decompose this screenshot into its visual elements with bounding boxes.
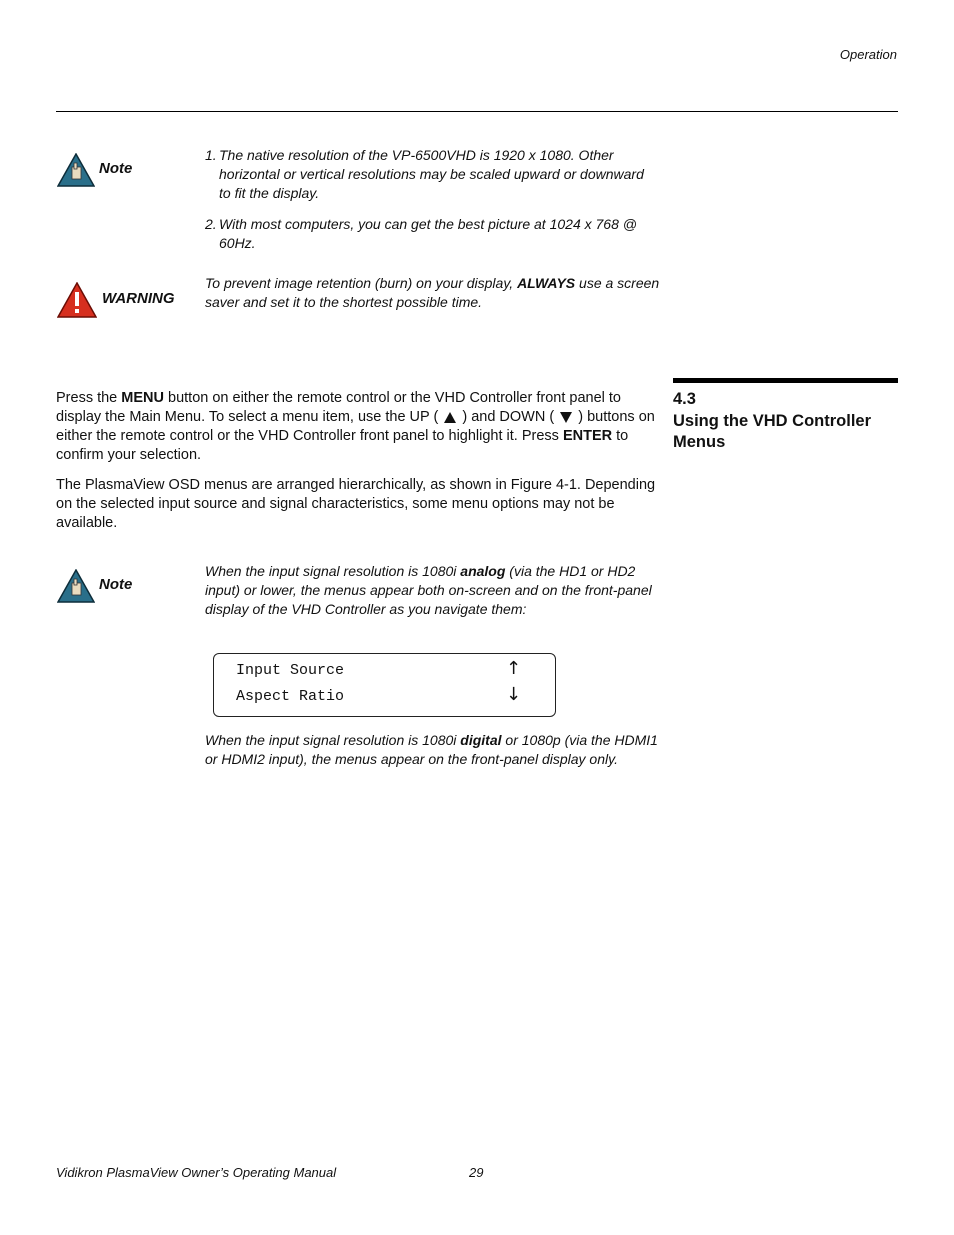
front-panel-display [213,653,556,717]
header-rule [56,111,898,112]
note-text [205,562,660,619]
lcd-line-2: Aspect Ratio [236,688,345,705]
note-icon [57,569,95,608]
paragraph: The PlasmaView OSD menus are arranged hierarchically, as shown in Figure 4-1. Depending on the selected input source and signal characteristics, some menu options may not be available. [56,477,656,531]
down-arrow-icon: ↓ [506,684,522,705]
menu-keyword: MENU [121,390,164,406]
note-label: Note [99,160,133,177]
note-icon [57,153,95,192]
list-item [205,215,655,253]
page-number: 29 [469,1165,484,1180]
list-item [205,146,655,203]
section-bar [673,378,898,383]
text-run: to confirm your selection. [56,428,629,463]
warning-text-part: use a screen saver and set it to the shortest possible time. [205,275,660,310]
footer-title: Vidikron PlasmaView Owner’s Operating Manual [56,1165,337,1180]
text-run: When the input signal resolution is 1080i [205,563,461,579]
note-list [205,146,655,265]
warning-text-part: To prevent image retention (burn) on your display, [205,275,518,291]
text-run: (via the HD1 or HD2 input) or lower, the menus appear both on-screen and on the front-panel display of the VHD Controller as you navigate them: [205,563,652,617]
enter-keyword: ENTER [562,428,613,444]
warning-icon [57,282,97,323]
paragraph [56,389,656,465]
note-text [205,731,660,769]
text-run: or 1080p (via the HDMI1 or HDMI2 input), the menus appear on the front-panel display only. [205,732,658,767]
emphasis: analog [460,563,506,579]
text-run: button on either the remote control or the VHD Controller front panel to display the Main Menu. To select a menu item, use the UP ( [56,390,621,425]
text-run: ) and DOWN ( [458,409,559,425]
up-arrow-icon: ↑ [506,658,522,679]
list-number: 2. [205,216,217,232]
running-header: Operation [839,47,897,62]
text-run: When the input signal resolution is 1080i [205,732,461,748]
up-arrow-icon [444,412,456,423]
warning-label: WARNING [102,290,175,307]
emphasis: digital [460,732,502,748]
text-run: ) buttons on either the remote control or the VHD Controller front panel to highlight it. Press [56,409,655,444]
list-text: With most computers, you can get the best picture at 1024 x 768 @ 60Hz. [219,216,637,251]
list-number: 1. [205,147,217,163]
list-text: The native resolution of the VP-6500VHD is 1920 x 1080. Other horizontal or vertical resolutions may be scaled upward or downward to fit the display. [219,147,644,201]
section-title: Using the VHD Controller Menus [673,412,872,451]
down-arrow-icon [560,412,572,423]
warning-text [205,274,660,312]
section-number: 4.3 [673,390,696,408]
note-label: Note [99,576,133,593]
warning-emphasis: ALWAYS [517,275,576,291]
body-text [56,389,656,544]
lcd-line-1: Input Source [236,662,345,679]
text-run: Press the [56,390,122,406]
